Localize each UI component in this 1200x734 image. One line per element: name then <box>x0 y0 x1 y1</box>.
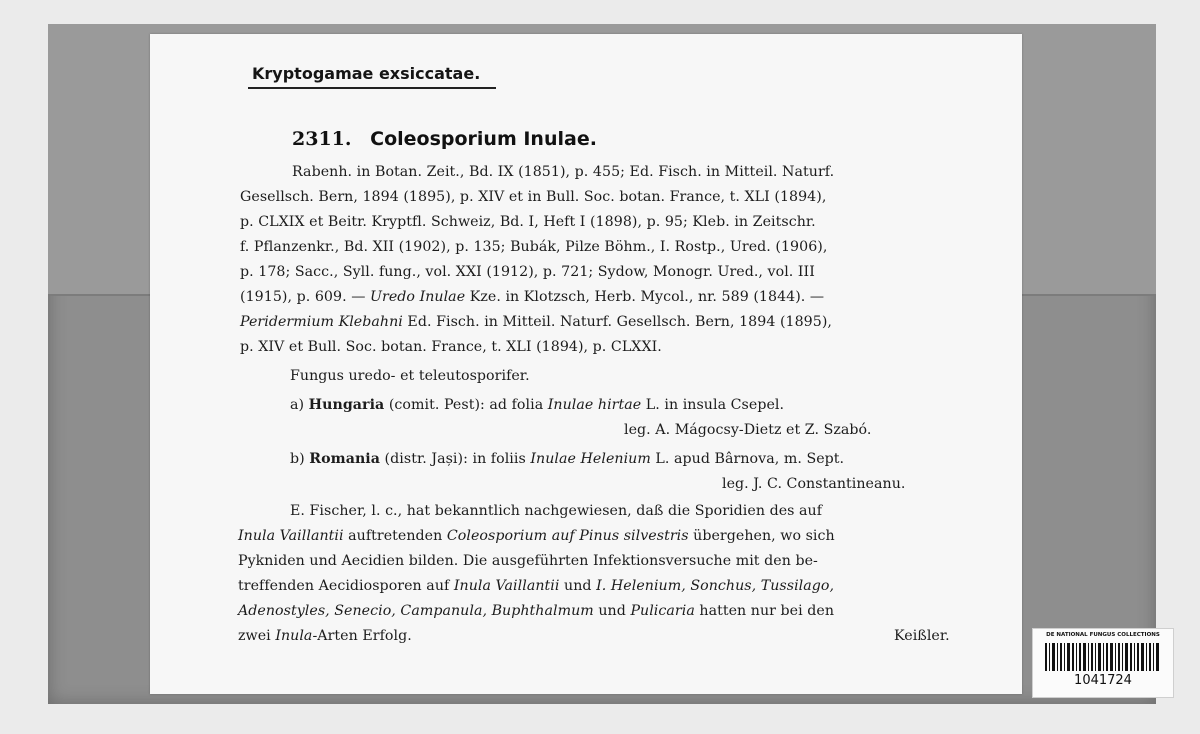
note-text: und <box>593 603 631 619</box>
entry-number: 2311. <box>292 128 352 150</box>
note-italic: Inula Vaillantii <box>453 578 560 594</box>
citation-line-3: p. CLXIX et Beitr. Kryptfl. Schweiz, Bd. I, Heft I (1898), p. 95; Kleb. in Zeitschr. <box>240 214 816 230</box>
note-text: hatten nur bei den <box>694 603 835 619</box>
citation-text: Ed. Fisch. in Mitteil. Naturf. Gesellsch. Bern, 1894 (1895), <box>402 314 832 330</box>
synonym-uredo: Uredo Inulae <box>370 289 466 305</box>
locality-country: Romania <box>309 451 380 467</box>
note-text: -Arten Erfolg. <box>312 628 412 644</box>
note-line-1: E. Fischer, l. c., hat bekanntlich nachgewiesen, daß die Sporidien des auf <box>290 503 823 519</box>
citation-line-2: Gesellsch. Bern, 1894 (1895), p. XIV et in Bull. Soc. botan. France, t. XLI (1894), <box>240 189 827 205</box>
note-italic: Pulicaria <box>630 603 695 619</box>
note-italic: Inula <box>275 628 313 644</box>
note-line-3: Pykniden und Aecidien bilden. Die ausgeführten Infektionsversuche mit den be- <box>238 553 818 569</box>
citation-line-7 <box>240 314 832 330</box>
citation-line-6 <box>240 289 824 305</box>
note-text: und <box>559 578 597 594</box>
locality-text: (comit. Pest): ad folia <box>384 397 548 413</box>
citation-line-5: p. 178; Sacc., Syll. fung., vol. XXI (1912), p. 721; Sydow, Monogr. Ured., vol. III <box>240 264 815 280</box>
note-line-5 <box>238 603 834 619</box>
citation-text: Kze. in Klotzsch, Herb. Mycol., nr. 589 (1844). — <box>465 289 825 305</box>
note-line-4 <box>238 578 834 594</box>
locality-country: Hungaria <box>308 397 385 413</box>
note-line-2 <box>238 528 835 544</box>
series-title: Kryptogamae exsiccatae. <box>248 64 496 89</box>
host-name: Inulae hirtae <box>547 397 642 413</box>
barcode-icon <box>1045 643 1161 671</box>
citation-line-1: Rabenh. in Botan. Zeit., Bd. IX (1851), p. 455; Ed. Fisch. in Mitteil. Naturf. <box>292 164 835 180</box>
locality-b <box>290 451 844 467</box>
barcode-label <box>1032 628 1174 698</box>
synonym-peridermium: Peridermium Klebahni <box>240 314 403 330</box>
citation-line-8: p. XIV et Bull. Soc. botan. France, t. XLI (1894), p. CLXXI. <box>240 339 662 355</box>
locality-text: (distr. Jași): in foliis <box>380 451 531 467</box>
locality-a <box>290 397 784 413</box>
collector-a: leg. A. Mágocsy-Dietz et Z. Szabó. <box>624 422 872 438</box>
citation-line-4: f. Pflanzenkr., Bd. XII (1902), p. 135; Bubák, Pilze Böhm., I. Rostp., Ured. (1906), <box>240 239 828 255</box>
barcode-institution: DE NATIONAL FUNGUS COLLECTIONS <box>1046 632 1160 638</box>
note-text: treffenden Aecidiosporen auf <box>238 578 454 594</box>
note-italic: Adenostyles, Senecio, Campanula, Buphthalmum <box>238 603 594 619</box>
note-line-6 <box>238 628 412 644</box>
locality-text: L. apud Bârnova, m. Sept. <box>650 451 845 467</box>
note-italic: Coleosporium auf Pinus silvestris <box>446 528 689 544</box>
locality-text: L. in insula Csepel. <box>641 397 785 413</box>
author-name: Keißler. <box>894 628 950 644</box>
collector-b: leg. J. C. Constantineanu. <box>722 476 906 492</box>
note-italic: Inula Vaillantii <box>238 528 344 544</box>
citation-text: (1915), p. 609. — <box>240 289 370 305</box>
barcode-number: 1041724 <box>1074 673 1132 688</box>
note-text: zwei <box>238 628 276 644</box>
taxon-name: Coleosporium Inulae. <box>370 128 597 150</box>
fungus-line: Fungus uredo- et teleutosporifer. <box>290 368 530 384</box>
note-italic: I. Helenium, Sonchus, Tussilago, <box>596 578 835 594</box>
note-text: übergehen, wo sich <box>688 528 835 544</box>
entry-title <box>292 128 597 150</box>
note-text: auftretenden <box>343 528 447 544</box>
host-name: Inulae Helenium <box>530 451 651 467</box>
locality-prefix: b) <box>290 451 310 467</box>
locality-prefix: a) <box>290 397 309 413</box>
